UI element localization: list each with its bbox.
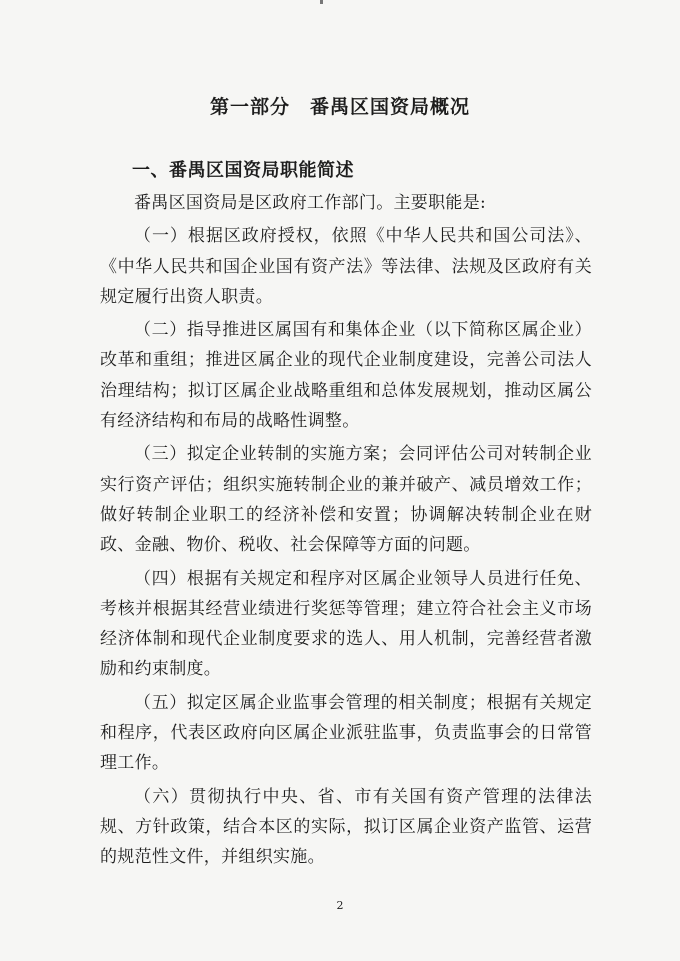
page-number: 2 bbox=[336, 899, 344, 912]
page-title: 第一部分 番禺区国资局概况 bbox=[209, 96, 470, 118]
paragraph-item-4: （四）根据有关规定和程序对区属企业领导人员进行任免、考核并根据其经营业绩进行奖惩等管理；建立符合社会主义市场经济体制和现代企业制度要求的选人、用人机制，完善经营者激励和约束制度。 bbox=[100, 568, 592, 680]
body-text bbox=[100, 188, 592, 876]
section-heading: 一、番禺区国资局职能简述 bbox=[132, 160, 354, 181]
paragraph-item-6: （六）贯彻执行中央、省、市有关国有资产管理的法律法规、方针政策，结合本区的实际，拟订区属企业资产监管、运营的规范性文件，并组织实施。 bbox=[100, 786, 592, 868]
paragraph-intro: 番禺区国资局是区政府工作部门。主要职能是: bbox=[134, 193, 487, 213]
scan-speck bbox=[320, 0, 323, 4]
paragraph-item-5: （五）拟定区属企业监事会管理的相关制度；根据有关规定和程序，代表区政府向区属企业派驻监事，负责监事会的日常管理工作。 bbox=[100, 692, 592, 774]
paragraph-item-3: （三）拟定企业转制的实施方案；会同评估公司对转制企业实行资产评估；组织实施转制企业的兼并破产、减员增效工作；做好转制企业职工的经济补偿和安置；协调解决转制企业在财政、金融、物价、税收、社会保障等方面的问题。 bbox=[100, 444, 592, 556]
paragraph-item-1: （一）根据区政府授权，依照《中华人民共和国公司法》、《中华人民共和国企业国有资产法》等法律、法规及区政府有关规定履行出资人职责。 bbox=[100, 226, 592, 307]
paragraph-item-2: （二）指导推进区属国有和集体企业（以下简称区属企业）改革和重组；推进区属企业的现代企业制度建设，完善公司法人治理结构；拟订区属企业战略重组和总体发展规划，推动区属公有经济结构和布局的战略性调整。 bbox=[100, 320, 592, 432]
